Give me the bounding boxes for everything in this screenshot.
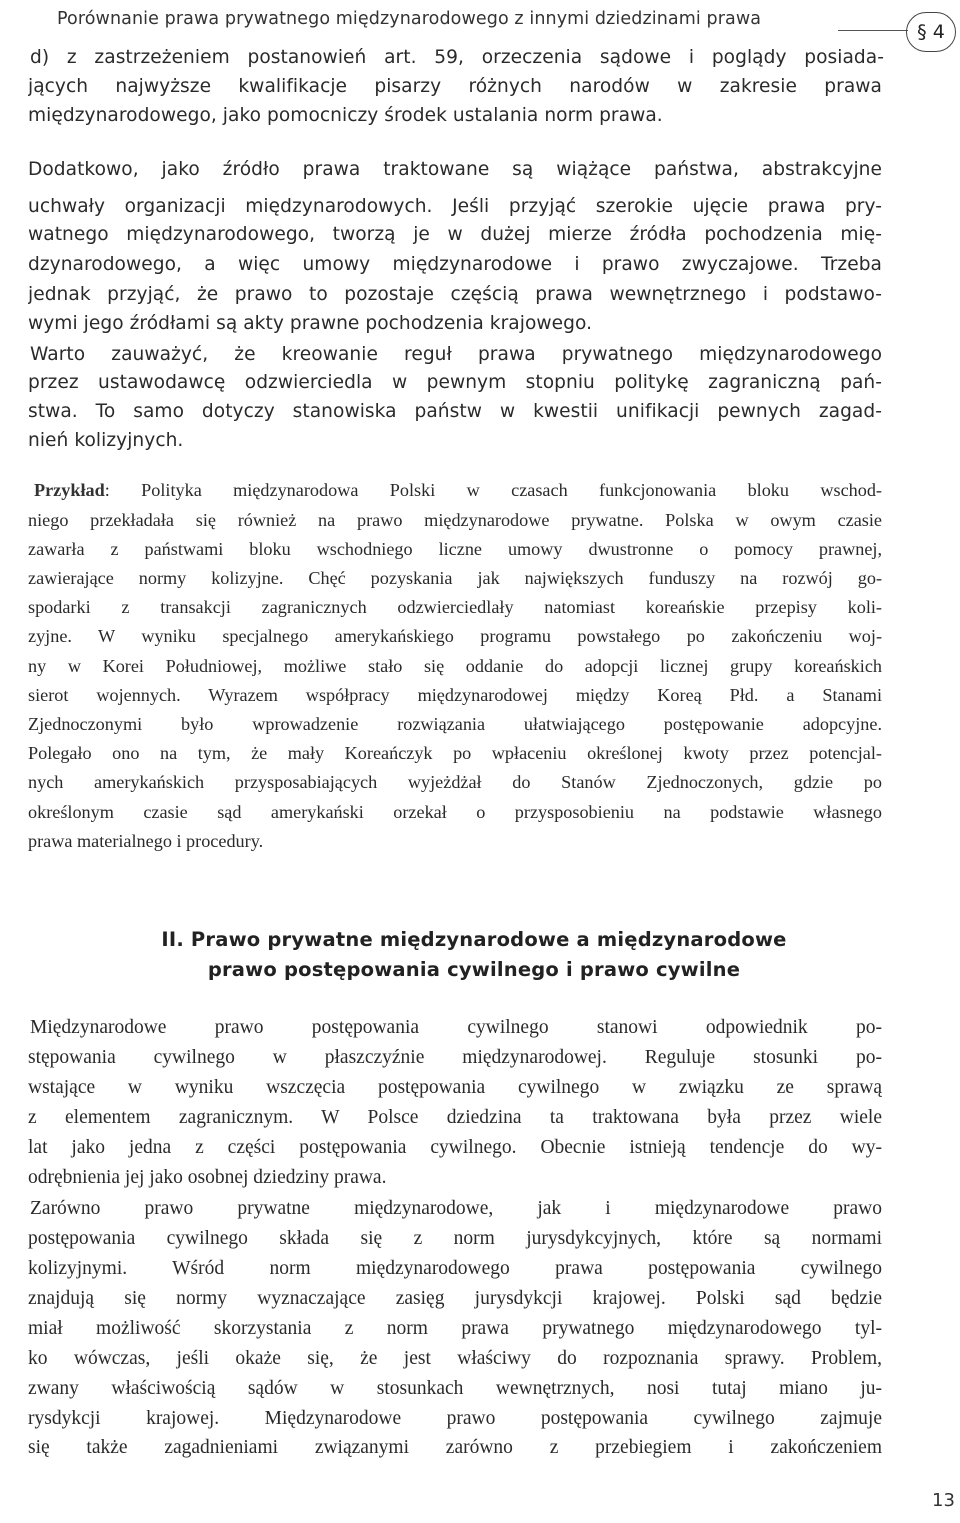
page-number: 13	[932, 1490, 955, 1511]
example-line: niego przekładała się również na prawo międzynarodowe prywatne. Polska w owym czasie	[28, 510, 882, 530]
text-line: miał możliwość skorzystania z norm prawa prywatnego międzynarodowego tyl-	[28, 1318, 882, 1339]
example-line: Zjednoczonymi było wprowadzenie rozwiązania ułatwiającego postępowanie adopcyjne.	[28, 714, 882, 734]
text-line: dzynarodowego, a więc umowy międzynarodowe i prawo zwyczajowe. Trzeba	[28, 254, 882, 275]
header-rule	[838, 30, 908, 31]
example-line: zawierające normy kolizyjne. Chęć pozyskania jak największych funduszy na rozwój go-	[28, 568, 882, 588]
text-line: watnego międzynarodowego, tworzą je w dużej mierze źródła pochodzenia mię-	[28, 224, 882, 245]
example-label: Przykład	[34, 480, 105, 500]
section-heading-line-2: prawo postępowania cywilnego i prawo cywilne	[207, 958, 741, 981]
text-line: odrębnienia jej jako osobnej dziedziny prawa.	[28, 1167, 387, 1188]
text-line: Warto zauważyć, że kreowanie reguł prawa prywatnego międzynarodowego	[30, 344, 882, 365]
text-line: kolizyjnymi. Wśród norm międzynarodowego prawa postępowania cywilnego	[28, 1258, 882, 1279]
text-line: stwa. To samo dotyczy stanowiska państw w kwestii unifikacji pewnych zagad-	[28, 401, 882, 422]
text-line: się także zagadnieniami związanymi zarówno z przebiegiem i zakończeniem	[28, 1437, 882, 1458]
example-line: Polegało ono na tym, że mały Koreańczyk po wpłaceniu określonej kwoty przez potencjal-	[28, 743, 882, 763]
example-line: nych amerykańskich przysposabiających wyjeżdżał do Stanów Zjednoczonych, gdzie po	[28, 772, 882, 792]
text-line: Dodatkowo, jako źródło prawa traktowane są wiążące państwa, abstrakcyjne	[28, 159, 882, 180]
example-line: zyjne. W wyniku specjalnego amerykańskiego programu powstałego po zakończeniu woj-	[28, 626, 882, 646]
example-line: ny w Korei Południowej, możliwe stało się oddanie do adopcji licznej grupy koreańskich	[28, 656, 882, 676]
example-line: spodarki z transakcji zagranicznych odzwierciedlały natomiast koreańskie przepisy koli-	[28, 597, 882, 617]
section-heading-line-1: II. Prawo prywatne międzynarodowe a międzynarodowe	[161, 928, 787, 951]
text-line: postępowania cywilnego składa się z norm jurysdykcyjnych, które są normami	[28, 1228, 882, 1249]
text-line: z elementem zagranicznym. W Polsce dziedzina ta traktowana była przez wiele	[28, 1107, 882, 1128]
example-first-line	[34, 475, 882, 505]
text-line: wymi jego źródłami są akty prawne pochodzenia krajowego.	[28, 313, 593, 334]
text-line: lat jako jedna z części postępowania cywilnego. Obecnie istnieją tendencje do wy-	[28, 1137, 882, 1158]
text-line: uchwały organizacji międzynarodowych. Jeśli przyjąć szerokie ujęcie prawa pry-	[28, 196, 882, 217]
text-line: stępowania cywilnego w płaszczyźnie międzynarodowej. Reguluje stosunki po-	[28, 1047, 882, 1068]
text-line: zwany właściwością sądów w stosunkach wewnętrznych, nosi tutaj miano ju-	[28, 1378, 882, 1399]
example-first-line-text: : Polityka międzynarodowa Polski w czasach funkcjonowania bloku wschod-	[104, 480, 882, 500]
example-line: prawa materialnego i procedury.	[28, 831, 264, 851]
text-line: Międzynarodowe prawo postępowania cywilnego stanowi odpowiednik po-	[30, 1017, 882, 1038]
section-badge: § 4	[906, 12, 956, 52]
text-line: znajdują się normy wyznaczające zasięg jurysdykcji krajowej. Polski sąd będzie	[28, 1288, 882, 1309]
text-line: międzynarodowego, jako pomocniczy środek ustalania norm prawa.	[28, 105, 663, 126]
text-line: wstające w wyniku wszczęcia postępowania cywilnego w związku ze sprawą	[28, 1077, 882, 1098]
running-header: Porównanie prawa prywatnego międzynarodowego z innymi dziedzinami prawa	[57, 9, 762, 29]
text-line: jednak przyjąć, że prawo to pozostaje częścią prawa wewnętrznego i podstawo-	[28, 284, 882, 305]
text-line: przez ustawodawcę odzwierciedla w pewnym stopniu politykę zagraniczną pań-	[28, 372, 882, 393]
text-line: rysdykcji krajowej. Międzynarodowe prawo postępowania cywilnego zajmuje	[28, 1408, 882, 1429]
text-line: ko wówczas, jeśli okaże się, że jest właściwy do rozpoznania sprawy. Problem,	[28, 1348, 882, 1369]
text-line: Zarówno prawo prywatne międzynarodowe, jak i międzynarodowe prawo	[30, 1198, 882, 1219]
text-line: jących najwyższe kwalifikacje pisarzy różnych narodów w zakresie prawa	[28, 76, 882, 97]
example-line: zawarła z państwami bloku wschodniego liczne umowy dwustronne o pomocy prawnej,	[28, 539, 882, 559]
text-line: d) z zastrzeżeniem postanowień art. 59, orzeczenia sądowe i poglądy posiada-	[30, 47, 884, 68]
example-line: sierot wojennych. Wyrazem współpracy międzynarodowej między Koreą Płd. a Stanami	[28, 685, 882, 705]
example-line: określonym czasie sąd amerykański orzekał o przysposobieniu na podstawie własnego	[28, 802, 882, 822]
text-line: nień kolizyjnych.	[28, 430, 184, 451]
